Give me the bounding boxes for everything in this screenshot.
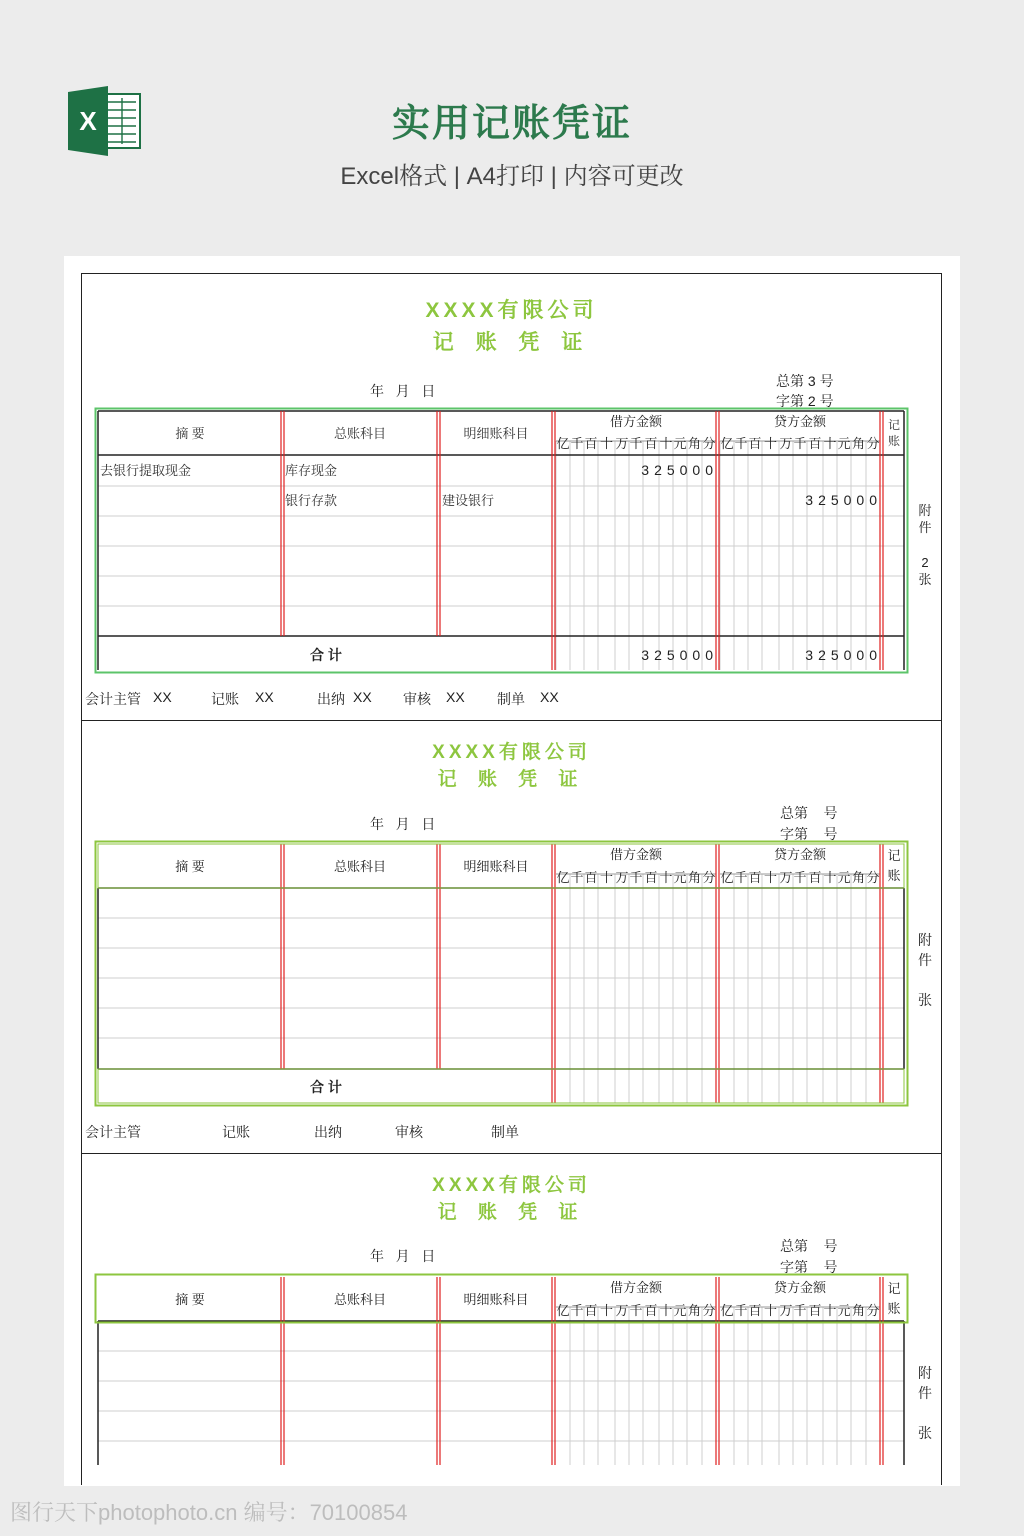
col-general-account: 总账科目 bbox=[333, 859, 387, 874]
digit-unit: 十 bbox=[763, 870, 778, 885]
voucher-title: 记 账 凭 证 bbox=[432, 331, 591, 354]
col-detail-account: 明细账科目 bbox=[463, 1292, 529, 1307]
digit-unit: 千 bbox=[570, 436, 584, 451]
digit-unit: 百 bbox=[808, 436, 822, 451]
digit-unit: 百 bbox=[584, 436, 598, 451]
col-posted-2: 账 bbox=[887, 434, 901, 448]
col-posted-2: 账 bbox=[887, 868, 901, 883]
company-name: XXXX有限公司 bbox=[432, 742, 591, 763]
digit-unit: 千 bbox=[734, 436, 748, 451]
digit-unit: 分 bbox=[702, 1303, 716, 1318]
digit-unit: 百 bbox=[748, 436, 762, 451]
total-label: 合 计 bbox=[310, 1079, 342, 1095]
digit-unit: 百 bbox=[584, 870, 598, 885]
attachment-note: 附 件 张 bbox=[918, 932, 932, 1008]
total-debit: 325000 bbox=[641, 647, 718, 663]
digit-unit: 千 bbox=[629, 436, 643, 451]
digit-unit: 元 bbox=[673, 436, 687, 451]
voucher-table bbox=[94, 407, 910, 675]
digit-unit: 十 bbox=[599, 436, 614, 451]
digit-unit: 千 bbox=[629, 870, 643, 885]
signature-row: 会计主管 XX 记账 XX 出纳 XX 审核 XX 制单 XX bbox=[85, 689, 559, 707]
voucher-char-number: 字第 号 bbox=[780, 1259, 838, 1275]
col-summary: 摘 要 bbox=[175, 426, 205, 441]
company-name: XXXX有限公司 bbox=[432, 1175, 591, 1196]
digit-unit: 十 bbox=[823, 436, 837, 451]
digit-unit: 千 bbox=[793, 436, 807, 451]
digit-unit: 元 bbox=[837, 436, 851, 451]
row1-summary: 去银行提取现金 bbox=[100, 463, 192, 478]
digit-unit: 万 bbox=[615, 870, 629, 885]
total-credit: 325000 bbox=[805, 647, 882, 663]
digit-unit: 亿 bbox=[556, 1303, 570, 1318]
page-title: 实用记账凭证 bbox=[391, 103, 632, 145]
digit-unit: 百 bbox=[808, 870, 822, 885]
col-credit: 贷方金额 bbox=[773, 847, 827, 862]
row1-general-account: 库存现金 bbox=[285, 463, 338, 478]
digit-unit: 十 bbox=[659, 870, 673, 885]
voucher-total-number: 总第 号 bbox=[780, 805, 838, 821]
digit-unit: 亿 bbox=[720, 436, 734, 451]
digit-unit: 千 bbox=[793, 1303, 807, 1318]
digit-unit: 十 bbox=[823, 870, 837, 885]
voucher-char-number: 字第 号 bbox=[780, 826, 838, 842]
digit-unit: 万 bbox=[615, 436, 629, 451]
logo-letter: X bbox=[79, 106, 97, 136]
col-posted-1: 记 bbox=[887, 848, 901, 863]
digit-unit: 百 bbox=[644, 870, 658, 885]
row2-detail-account: 建设银行 bbox=[442, 493, 495, 508]
col-credit: 贷方金额 bbox=[773, 1280, 827, 1295]
row2-general-account: 银行存款 bbox=[285, 493, 338, 508]
digit-unit: 万 bbox=[779, 1303, 793, 1318]
digit-unit: 十 bbox=[763, 1303, 778, 1318]
company-name: XXXX有限公司 bbox=[425, 299, 598, 322]
watermark: 图行天下photophoto.cn 编号：70100854 bbox=[10, 1500, 408, 1525]
col-debit: 借方金额 bbox=[609, 414, 663, 429]
digit-unit: 元 bbox=[673, 870, 687, 885]
col-posted-1: 记 bbox=[887, 1281, 901, 1296]
digit-unit: 分 bbox=[866, 436, 880, 451]
digit-unit: 千 bbox=[734, 870, 748, 885]
digit-unit: 万 bbox=[779, 870, 793, 885]
digit-unit: 角 bbox=[851, 436, 866, 451]
digit-unit: 百 bbox=[808, 1303, 822, 1318]
digit-unit: 亿 bbox=[556, 870, 570, 885]
attachment-note: 附 件 张 bbox=[918, 1365, 932, 1441]
digit-unit: 十 bbox=[659, 436, 673, 451]
digit-unit: 亿 bbox=[720, 1303, 734, 1318]
digit-unit: 万 bbox=[779, 436, 793, 451]
col-detail-account: 明细账科目 bbox=[463, 426, 529, 441]
digit-unit: 百 bbox=[748, 1303, 762, 1318]
voucher-table bbox=[94, 1273, 910, 1465]
digit-unit: 元 bbox=[673, 1303, 687, 1318]
row1-debit: 325000 bbox=[641, 462, 718, 478]
voucher-date: 年 月 日 bbox=[370, 1248, 436, 1264]
voucher-title: 记 账 凭 证 bbox=[437, 1202, 586, 1223]
col-summary: 摘 要 bbox=[175, 859, 205, 874]
col-debit: 借方金额 bbox=[609, 847, 663, 862]
digit-unit: 元 bbox=[837, 1303, 851, 1318]
voucher-total-number: 总第 3 号 bbox=[776, 373, 834, 389]
digit-unit: 十 bbox=[659, 1303, 673, 1318]
digit-unit: 角 bbox=[687, 1303, 702, 1318]
voucher-divider bbox=[81, 1153, 942, 1154]
digit-unit: 千 bbox=[570, 1303, 584, 1318]
voucher-date: 年 月 日 bbox=[370, 816, 436, 832]
col-credit: 贷方金额 bbox=[773, 414, 827, 429]
attachment-note: 附 件 2 张 bbox=[918, 503, 932, 587]
col-debit: 借方金额 bbox=[609, 1280, 663, 1295]
col-posted-2: 账 bbox=[887, 1301, 901, 1316]
voucher-char-number: 字第 2 号 bbox=[776, 393, 834, 409]
digit-unit: 分 bbox=[866, 870, 880, 885]
digit-unit: 角 bbox=[851, 870, 866, 885]
voucher-table bbox=[94, 840, 910, 1108]
digit-unit: 角 bbox=[687, 436, 702, 451]
voucher-title: 记 账 凭 证 bbox=[437, 769, 586, 790]
digit-unit: 千 bbox=[629, 1303, 643, 1318]
digit-unit: 千 bbox=[570, 870, 584, 885]
signature-row: 会计主管 记账 出纳 审核 制单 bbox=[85, 1124, 519, 1140]
digit-unit: 元 bbox=[837, 870, 851, 885]
row2-credit: 325000 bbox=[805, 492, 882, 508]
digit-unit: 百 bbox=[748, 870, 762, 885]
page-subtitle: Excel格式 | A4打印 | 内容可更改 bbox=[340, 163, 684, 190]
digit-unit: 亿 bbox=[556, 436, 570, 451]
digit-unit: 千 bbox=[793, 870, 807, 885]
digit-unit: 百 bbox=[644, 1303, 658, 1318]
digit-unit: 千 bbox=[734, 1303, 748, 1318]
digit-unit: 分 bbox=[702, 870, 716, 885]
digit-unit: 十 bbox=[763, 436, 778, 451]
col-posted-1: 记 bbox=[887, 418, 901, 432]
col-summary: 摘 要 bbox=[175, 1292, 205, 1307]
digit-unit: 十 bbox=[599, 1303, 614, 1318]
voucher-total-number: 总第 号 bbox=[780, 1238, 838, 1254]
digit-unit: 百 bbox=[584, 1303, 598, 1318]
voucher-divider bbox=[81, 720, 942, 721]
voucher-date: 年 月 日 bbox=[370, 383, 436, 399]
digit-unit: 十 bbox=[823, 1303, 837, 1318]
total-label: 合 计 bbox=[310, 647, 342, 663]
digit-unit: 角 bbox=[851, 1303, 866, 1318]
col-detail-account: 明细账科目 bbox=[463, 859, 529, 874]
digit-unit: 十 bbox=[599, 870, 614, 885]
col-general-account: 总账科目 bbox=[333, 1292, 387, 1307]
digit-unit: 角 bbox=[687, 870, 702, 885]
digit-unit: 分 bbox=[702, 436, 716, 451]
digit-unit: 万 bbox=[615, 1303, 629, 1318]
digit-unit: 百 bbox=[644, 436, 658, 451]
digit-unit: 亿 bbox=[720, 870, 734, 885]
col-general-account: 总账科目 bbox=[333, 426, 387, 441]
digit-unit: 分 bbox=[866, 1303, 880, 1318]
